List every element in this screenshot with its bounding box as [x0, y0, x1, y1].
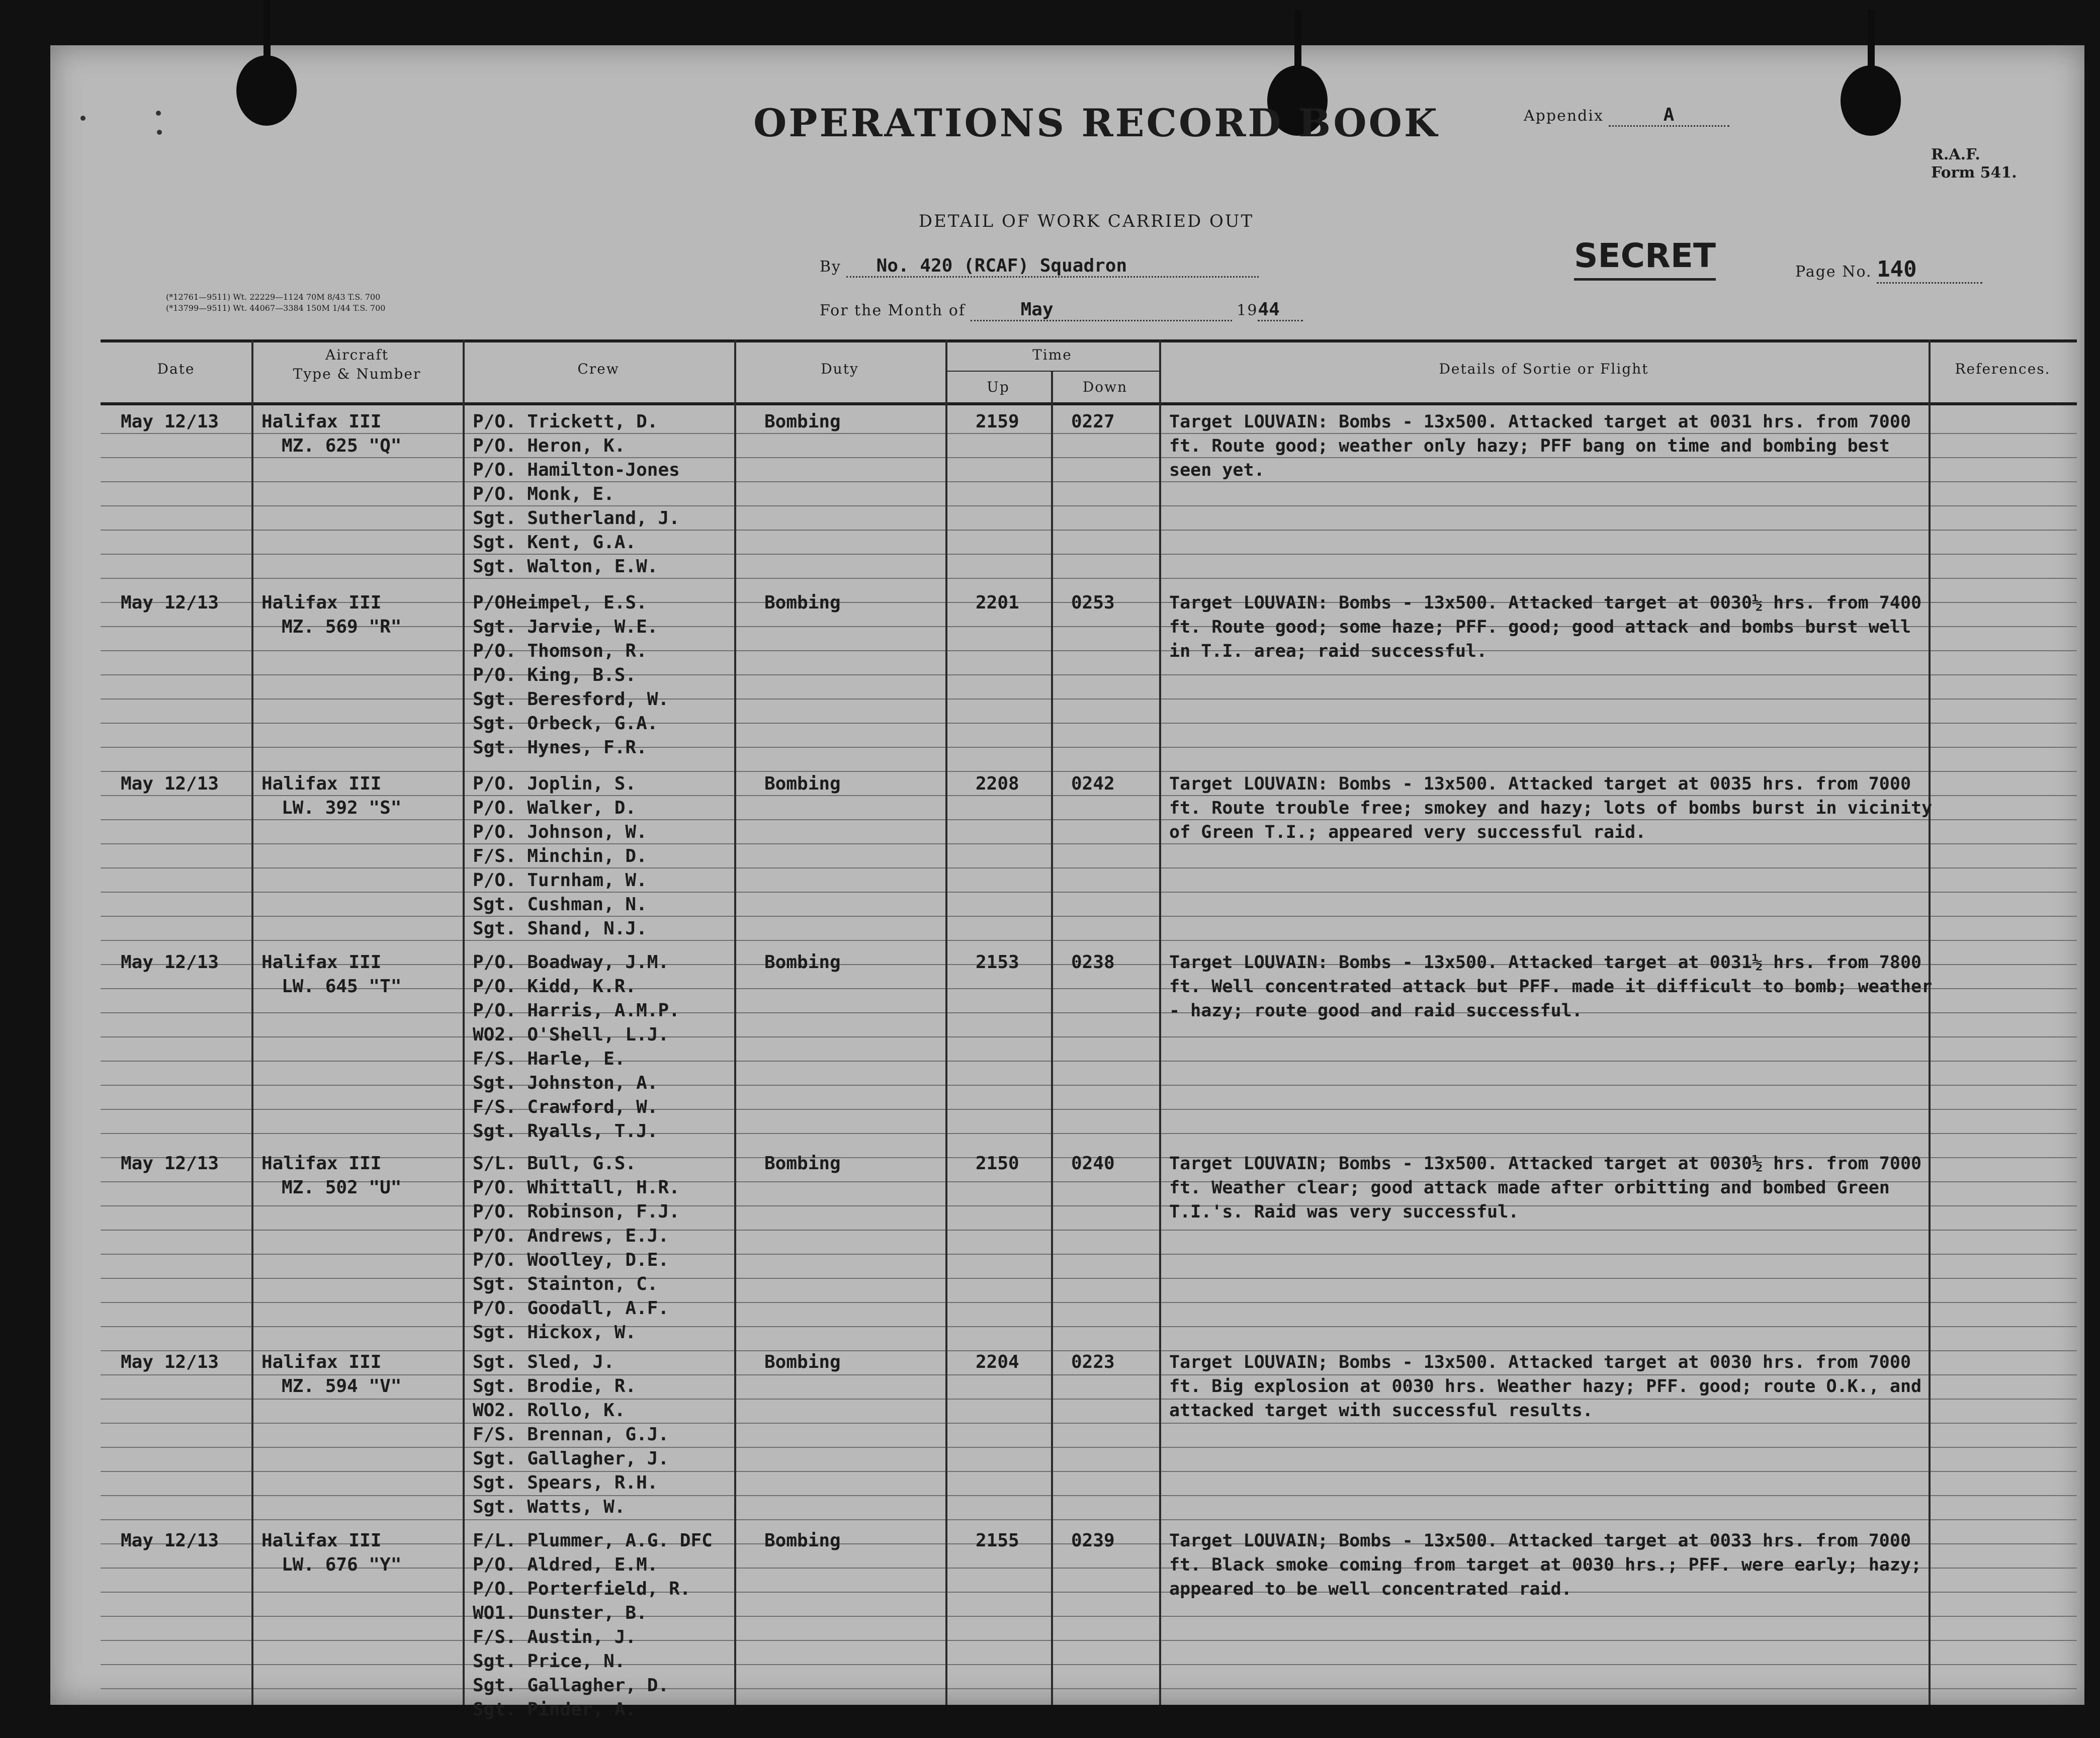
entry-date: May 12/13 [121, 592, 219, 613]
entry-aircraft-type: Halifax III [261, 1530, 382, 1551]
entry-aircraft-type: Halifax III [261, 411, 382, 432]
form-line-1: R.A.F. [1931, 146, 1980, 163]
entry-duty: Bombing [764, 592, 841, 613]
ruled-line [101, 747, 2077, 748]
ruled-line [101, 578, 2077, 579]
entry-crew: P/OHeimpel, E.S. Sgt. Jarvie, W.E. P/O. Thomson, R. P/O. King, B.S. Sgt. Beresford, W. Sgt. Orbeck, G.A. Sgt. Hynes, F.R. [473, 592, 669, 758]
ruled-line [101, 1664, 2077, 1665]
ruled-line [101, 1230, 2077, 1231]
year-prefix: 19 [1237, 302, 1258, 319]
entry-date: May 12/13 [121, 1530, 219, 1551]
ruled-line [101, 674, 2077, 675]
entry-aircraft-type: Halifax III [261, 1153, 382, 1174]
speck [80, 116, 85, 121]
ruled-line [101, 530, 2077, 531]
ruled-line [101, 1036, 2077, 1037]
ruled-line [101, 1471, 2077, 1472]
col-details-header: Details of Sortie or Flight [1439, 361, 1649, 377]
ruled-line [101, 723, 2077, 724]
ruled-line [101, 1688, 2077, 1689]
entry-crew: P/O. Trickett, D. P/O. Heron, K. P/O. Hamilton-Jones P/O. Monk, E. Sgt. Sutherland, J. Sgt. Kent, G.A. Sgt. Walton, E.W. [473, 411, 680, 577]
entry-aircraft-type: Halifax III [261, 773, 382, 794]
entry-down-time: 0253 [1071, 592, 1115, 613]
entry-details: Target LOUVAIN; Bombs - 13x500. Attacked target at 0030 hrs. from 7000 ft. Big explosion at 0030 hrs. Weather hazy; PFF. good; route O.K., and attacked target with successful results. [1169, 1352, 1922, 1421]
entry-duty: Bombing [764, 1352, 841, 1372]
entry-crew: Sgt. Sled, J. Sgt. Brodie, R. WO2. Rollo, K. F/S. Brennan, G.J. Sgt. Gallagher, J. Sgt. Spears, R.H. Sgt. Watts, W. [473, 1352, 669, 1517]
col-aircraft-line-2: Type & Number [293, 365, 421, 382]
col-divider [945, 339, 947, 1705]
appendix-label: Appendix [1524, 107, 1604, 125]
col-divider [1051, 371, 1053, 1705]
secret-stamp: SECRET [1574, 236, 1716, 281]
entry-duty: Bombing [764, 1153, 841, 1174]
entry-details: Target LOUVAIN: Bombs - 13x500. Attacked target at 0031 hrs. from 7000 ft. Route good; weather only hazy; PFF bang on time and bombing best seen yet. [1169, 412, 1911, 480]
page-title: OPERATIONS RECORD BOOK [753, 101, 1439, 145]
page-number: 140 [1877, 256, 1982, 284]
entry-aircraft-number: MZ. 594 "V" [282, 1376, 402, 1397]
entry-aircraft-type: Halifax III [261, 592, 382, 613]
by-field [820, 255, 1259, 278]
speck [157, 130, 162, 135]
col-duty-header: Duty [821, 361, 859, 377]
binder-hole-left [236, 55, 297, 126]
entry-duty: Bombing [764, 773, 841, 794]
col-up-header: Up [987, 379, 1010, 395]
form-line-2: Form 541. [1931, 164, 2017, 182]
page-number-field [1795, 256, 1982, 284]
ruled-line [101, 1640, 2077, 1641]
print-code [166, 292, 385, 313]
entry-up-time: 2155 [976, 1530, 1019, 1551]
month-value: May [971, 299, 1232, 321]
entry-up-time: 2204 [976, 1352, 1019, 1372]
entry-date: May 12/13 [121, 1153, 219, 1174]
form-number [1931, 146, 2017, 182]
ruled-line [101, 1447, 2077, 1448]
ruled-line [101, 1109, 2077, 1110]
col-references-header: References. [1955, 361, 2051, 377]
ruled-line [101, 554, 2077, 555]
entry-crew: P/O. Joplin, S. P/O. Walker, D. P/O. Johnson, W. F/S. Minchin, D. P/O. Turnham, W. Sgt. Cushman, N. Sgt. Shand, N.J. [473, 773, 647, 939]
header-bottom-rule [101, 402, 2077, 405]
entry-up-time: 2208 [976, 773, 1019, 794]
col-divider [734, 339, 736, 1705]
ruled-line [101, 1133, 2077, 1134]
entry-down-time: 0223 [1071, 1352, 1115, 1372]
entry-aircraft-type: Halifax III [261, 952, 382, 973]
entry-details: Target LOUVAIN; Bombs - 13x500. Attacked target at 0030½ hrs. from 7000 ft. Weather clear; good attack made after orbitting and bombed Green T.I.'s. Raid was very successful. [1169, 1154, 1922, 1222]
ruled-line [101, 916, 2077, 917]
print-code-line-1: (*12761—9511) Wt. 22229—1124 70M 8/43 T.S. 700 [166, 292, 381, 302]
page-subtitle: DETAIL OF WORK CARRIED OUT [918, 211, 1254, 231]
ruled-line [101, 1519, 2077, 1520]
col-date-header: Date [157, 361, 195, 377]
entry-details: Target LOUVAIN; Bombs - 13x500. Attacked target at 0033 hrs. from 7000 ft. Black smoke coming from target at 0030 hrs.; PFF. were early; hazy; appeared to be well concentrated raid. [1169, 1531, 1922, 1599]
binder-hole-right [1841, 65, 1901, 136]
col-time-header: Time [1032, 346, 1072, 363]
entry-crew: P/O. Boadway, J.M. P/O. Kidd, K.R. P/O. Harris, A.M.P. WO2. O'Shell, L.J. F/S. Harle, E. Sgt. Johnston, A. F/S. Crawford, W. Sgt. Ryalls, T.J. [473, 952, 680, 1142]
col-crew-header: Crew [577, 361, 620, 377]
entry-aircraft-number: MZ. 569 "R" [282, 617, 402, 637]
entry-down-time: 0242 [1071, 773, 1115, 794]
entry-date: May 12/13 [121, 411, 219, 432]
col-divider [1159, 339, 1161, 1705]
ruled-line [101, 1278, 2077, 1279]
col-divider [251, 339, 253, 1705]
entry-duty: Bombing [764, 952, 841, 973]
col-divider [463, 339, 465, 1705]
ruled-line [101, 1616, 2077, 1617]
entry-date: May 12/13 [121, 1352, 219, 1372]
entry-down-time: 0227 [1071, 411, 1115, 432]
entry-crew: F/L. Plummer, A.G. DFC P/O. Aldred, E.M. P/O. Porterfield, R. WO1. Dunster, B. F/S. Austin, J. Sgt. Price, N. Sgt. Gallagher, D. Sgt. Pinder, A. [473, 1530, 713, 1720]
ruled-line [101, 1326, 2077, 1327]
entry-aircraft-number: LW. 676 "Y" [282, 1554, 402, 1575]
month-label: For the Month of [820, 302, 966, 319]
col-aircraft-header [251, 345, 463, 384]
month-field [820, 299, 1303, 321]
entry-details: Target LOUVAIN: Bombs - 13x500. Attacked target at 0031½ hrs. from 7800 ft. Well concentrated attack but PFF. made it difficult to bomb; weather - hazy; route good and raid successful. [1169, 952, 1933, 1021]
appendix-value: A [1609, 105, 1729, 127]
ruled-line [101, 1495, 2077, 1496]
entry-aircraft-number: MZ. 502 "U" [282, 1177, 402, 1198]
table-top-rule [101, 339, 2077, 342]
entry-down-time: 0239 [1071, 1530, 1115, 1551]
ruled-line [101, 1085, 2077, 1086]
entry-up-time: 2201 [976, 592, 1019, 613]
entry-details: Target LOUVAIN: Bombs - 13x500. Attacked target at 0035 hrs. from 7000 ft. Route trouble free; smokey and hazy; lots of bombs burst in vicinity of Green T.I.; appeared very successful raid. [1169, 774, 1933, 842]
entry-details: Target LOUVAIN: Bombs - 13x500. Attacked target at 0030½ hrs. from 7400 ft. Route good; some haze; PFF. good; good attack and bombs burst well in T.I. area; raid successful. [1169, 593, 1922, 661]
entry-up-time: 2150 [976, 1153, 1019, 1174]
speck [156, 111, 161, 116]
ruled-line [101, 940, 2077, 941]
entry-date: May 12/13 [121, 952, 219, 973]
entry-down-time: 0238 [1071, 952, 1115, 973]
ruled-line [101, 1061, 2077, 1062]
col-aircraft-line-1: Aircraft [325, 346, 389, 363]
col-down-header: Down [1082, 379, 1128, 395]
entry-duty: Bombing [764, 1530, 841, 1551]
page-label: Page No. [1795, 263, 1872, 281]
by-label: By [820, 258, 841, 276]
entry-duty: Bombing [764, 411, 841, 432]
entry-crew: S/L. Bull, G.S. P/O. Whittall, H.R. P/O. Robinson, F.J. P/O. Andrews, E.J. P/O. Woolley, D.E. Sgt. Stainton, C. P/O. Goodall, A.F. Sgt. Hickox, W. [473, 1153, 680, 1343]
ruled-line [101, 892, 2077, 893]
squadron-name: No. 420 (RCAF) Squadron [846, 255, 1259, 278]
ruled-line [101, 1302, 2077, 1303]
entry-up-time: 2159 [976, 411, 1019, 432]
appendix-field [1524, 105, 1729, 127]
print-code-line-2: (*13799—9511) Wt. 44067—3384 150M 1/44 T.S. 700 [166, 303, 386, 313]
entry-aircraft-type: Halifax III [261, 1352, 382, 1372]
year-value: 44 [1258, 299, 1303, 321]
ruled-line [101, 867, 2077, 868]
entry-down-time: 0240 [1071, 1153, 1115, 1174]
entry-up-time: 2153 [976, 952, 1019, 973]
entry-date: May 12/13 [121, 773, 219, 794]
operations-table [101, 339, 2077, 1720]
record-sheet [50, 45, 2084, 1720]
entry-aircraft-number: LW. 645 "T" [282, 976, 402, 997]
ruled-line [101, 1423, 2077, 1424]
ruled-line [101, 699, 2077, 700]
ruled-line [101, 505, 2077, 506]
ruled-line [101, 1254, 2077, 1255]
entry-aircraft-number: MZ. 625 "Q" [282, 436, 402, 456]
entry-aircraft-number: LW. 392 "S" [282, 798, 402, 818]
